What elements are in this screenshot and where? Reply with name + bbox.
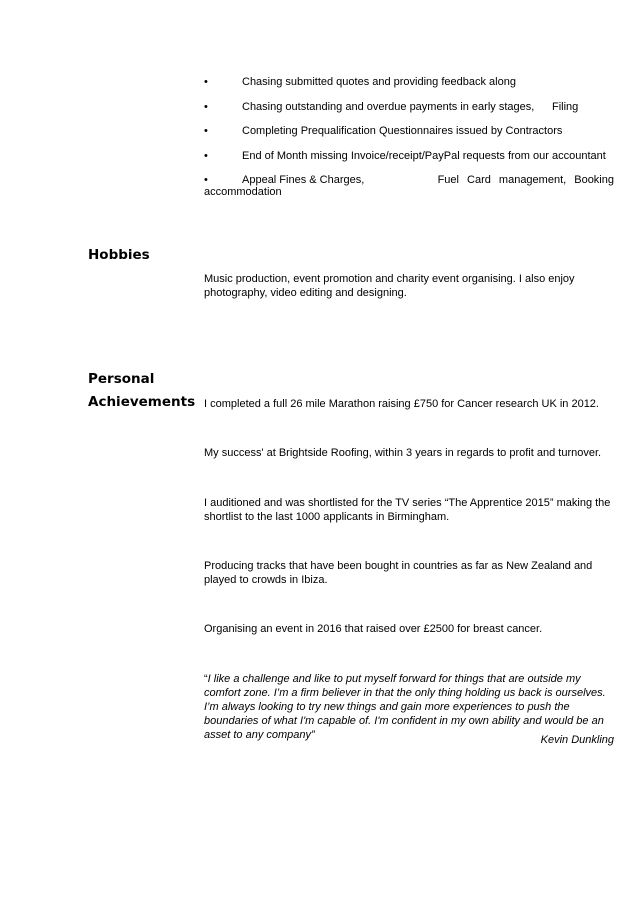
hobbies-heading: Hobbies xyxy=(88,247,150,263)
achievement-item: Producing tracks that have been bought in countries as far as New Zealand and played to crowds in Ibiza. xyxy=(204,560,593,586)
achievements-heading-line1: Personal xyxy=(88,371,155,387)
quote-text: I like a challenge and like to put myself forward for things that are outside my comfort zone. I’m a firm believer in that the only thing holding us back is ourselves. I’m always looking to try new things and gain more experiences to push the boundaries of what I'm capable of. I'm confident in my own ability and would be an asset to any company” xyxy=(204,673,606,741)
duty-text-continued: Fuel Card management, Booking xyxy=(437,174,614,186)
duty-text: Completing Prequalification Questionnaires issued by Contractors xyxy=(242,125,563,137)
achievement-item: I completed a full 26 mile Marathon raising £750 for Cancer research UK in 2012. xyxy=(204,398,599,410)
bullet-icon: • xyxy=(204,174,208,186)
achievements-heading xyxy=(88,368,195,414)
bullet-icon: • xyxy=(204,76,208,88)
personal-quote xyxy=(204,672,614,742)
bullet-icon: • xyxy=(204,125,208,137)
achievement-item: Organising an event in 2016 that raised over £2500 for breast cancer. xyxy=(204,623,543,635)
quote-open-mark: “ xyxy=(204,673,208,685)
achievements-heading-line2: Achievements xyxy=(88,394,196,410)
duty-text: Chasing submitted quotes and providing feedback along xyxy=(242,76,516,88)
duty-text: Chasing outstanding and overdue payments in early stages, xyxy=(242,101,535,113)
duty-text-wrap: accommodation xyxy=(204,186,282,198)
duty-text: End of Month missing Invoice/receipt/PayPal requests from our accountant xyxy=(242,150,606,162)
duty-text: Appeal Fines & Charges, xyxy=(242,174,365,186)
achievement-item: My success' at Brightside Roofing, within 3 years in regards to profit and turnover. xyxy=(204,447,602,459)
bullet-icon: • xyxy=(204,150,208,162)
hobbies-text: Music production, event promotion and charity event organising. I also enjoy photography, video editing and designing. xyxy=(204,273,575,299)
bullet-icon: • xyxy=(204,101,208,113)
achievement-item: I auditioned and was shortlisted for the TV series “The Apprentice 2015” making the shortlist to the last 1000 applicants in Birmingham. xyxy=(204,497,611,523)
duty-extra: Filing xyxy=(552,101,579,113)
signature: Kevin Dunkling xyxy=(540,734,614,746)
